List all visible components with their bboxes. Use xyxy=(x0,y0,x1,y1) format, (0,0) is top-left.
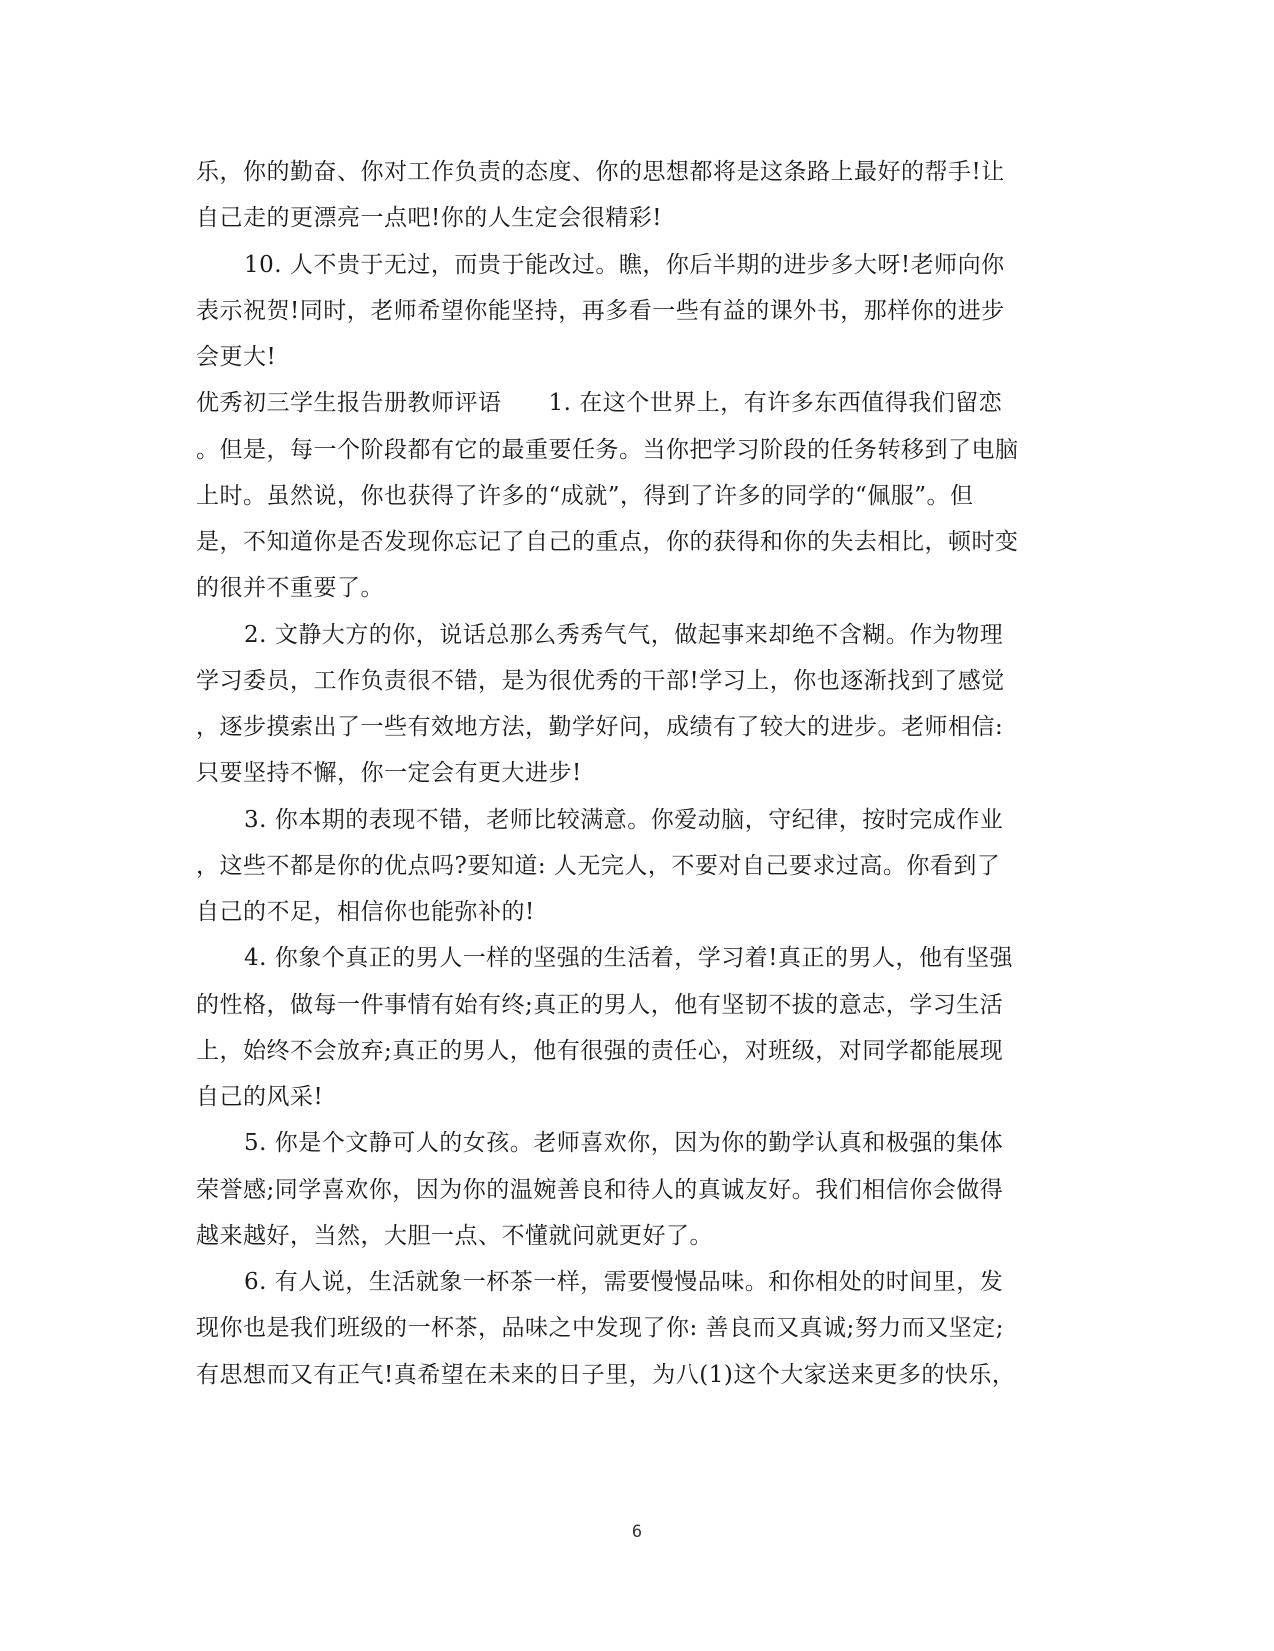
text-line: 3. 你本期的表现不错，老师比较满意。你爱动脑，守纪律，按时完成作业 xyxy=(244,807,1004,833)
text-line: 5. 你是个文静可人的女孩。老师喜欢你，因为你的勤学认真和极强的集体 xyxy=(244,1130,1004,1156)
text-line: ，逐步摸索出了一些有效地方法，勤学好问，成绩有了较大的进步。老师相信: xyxy=(196,714,1004,740)
text-line: 上时。虽然说，你也获得了许多的“成就”，得到了许多的同学的“佩服”。但 xyxy=(196,483,974,509)
text-line: 越来越好，当然，大胆一点、不懂就问就更好了。 xyxy=(196,1223,713,1249)
text-line: 只要坚持不懈，你一定会有更大进步! xyxy=(196,760,582,786)
text-line: 上，始终不会放弃;真正的男人，他有很强的责任心，对班级，对同学都能展现 xyxy=(196,1038,1004,1064)
text-line: 的很并不重要了。 xyxy=(196,575,384,601)
text-line: 有思想而又有正气!真希望在未来的日子里，为八(1)这个大家送来更多的快乐， xyxy=(196,1362,1016,1388)
text-line: 6. 有人说，生活就象一杯茶一样，需要慢慢品味。和你相处的时间里，发 xyxy=(244,1269,1004,1295)
text-line: 乐，你的勤奋、你对工作负责的态度、你的思想都将是这条路上最好的帮手!让 xyxy=(196,159,1005,185)
text-line: 荣誉感;同学喜欢你，因为你的温婉善良和待人的真诚友好。我们相信你会做得 xyxy=(196,1177,1004,1203)
text-line: 自己走的更漂亮一点吧!你的人生定会很精彩! xyxy=(196,205,662,231)
text-line: 自己的风采! xyxy=(196,1084,324,1110)
text-line: 是，不知道你是否发现你忘记了自己的重点，你的获得和你的失去相比，顿时变 xyxy=(196,529,1019,555)
text-line: 表示祝贺!同时，老师希望你能坚持，再多看一些有益的课外书，那样你的进步 xyxy=(196,298,1005,324)
text-line: 2. 文静大方的你，说话总那么秀秀气气，做起事来却绝不含糊。作为物理 xyxy=(244,622,1004,648)
text-line: 4. 你象个真正的男人一样的坚强的生活着，学习着!真正的男人，他有坚强 xyxy=(244,945,1013,971)
text-line: 10. 人不贵于无过，而贵于能改过。瞧，你后半期的进步多大呀!老师向你 xyxy=(244,252,1005,278)
text-line: 自己的不足，相信你也能弥补的! xyxy=(196,899,535,925)
section-heading-line: 优秀初三学生报告册教师评语 1. 在这个世界上，有许多东西值得我们留恋 xyxy=(196,390,1003,416)
text-line: ，这些不都是你的优点吗?要知道: 人无完人，不要对自己要求过高。你看到了 xyxy=(196,853,1001,879)
text-line: 学习委员，工作负责很不错，是为很优秀的干部!学习上，你也逐渐找到了感觉 xyxy=(196,668,1005,694)
page-number: 6 xyxy=(631,1522,643,1542)
text-line: 。但是，每一个阶段都有它的最重要任务。当你把学习阶段的任务转移到了电脑 xyxy=(196,437,1019,463)
text-line: 现你也是我们班级的一杯茶，品味之中发现了你: 善良而又真诚;努力而又坚定; xyxy=(196,1315,1005,1341)
text-line: 的性格，做每一件事情有始有终;真正的男人，他有坚韧不拔的意志，学习生活 xyxy=(196,992,1004,1018)
text-line: 会更大! xyxy=(196,344,277,370)
